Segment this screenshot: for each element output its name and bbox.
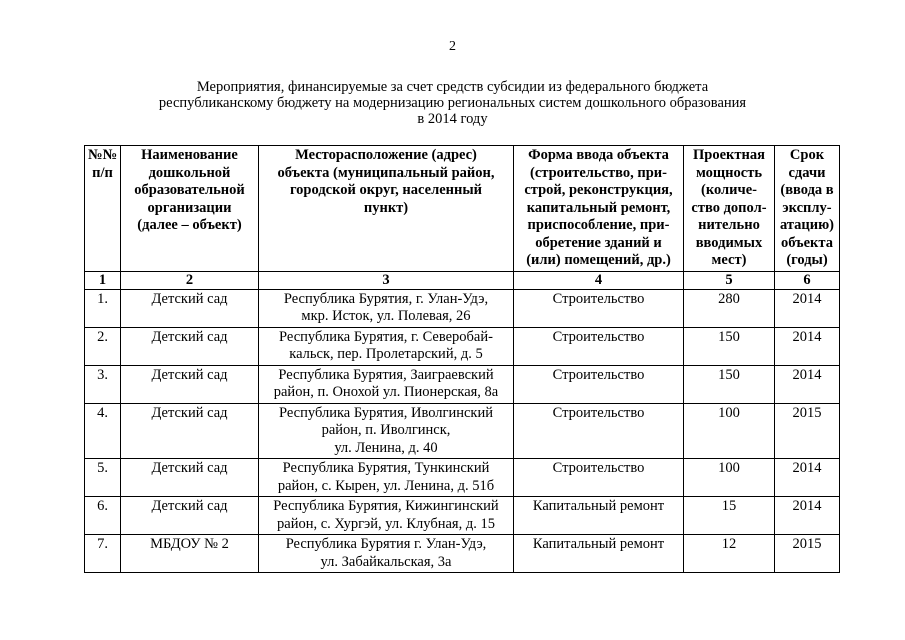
row-number: 1. [85, 289, 121, 327]
row-number: 2. [85, 327, 121, 365]
column-number-row [85, 271, 840, 289]
events-table [84, 145, 840, 573]
address-line: Республика Бурятия, г. Улан-Удэ, [283, 290, 489, 307]
design-capacity: 15 [684, 497, 775, 535]
header-cell-capacity [684, 146, 775, 272]
design-capacity: 150 [684, 327, 775, 365]
commissioning-form: Строительство [514, 403, 684, 459]
address-line: Республика Бурятия, Иволгинский [279, 404, 493, 421]
document-title-line: Мероприятия, финансируемые за счет средств субсидии из федерального бюджета [196, 79, 709, 95]
header-cell-number [85, 146, 121, 272]
design-capacity: 12 [684, 535, 775, 573]
header-line: №№ [88, 147, 118, 163]
header-line: дошкольной [148, 164, 231, 181]
header-line: Срок [789, 147, 825, 163]
completion-year: 2014 [775, 497, 840, 535]
header-line: атацию) [779, 217, 835, 233]
object-name: Детский сад [121, 327, 259, 365]
header-line: Форма ввода объекта [528, 147, 669, 163]
object-name: МБДОУ № 2 [121, 535, 259, 573]
row-number: 5. [85, 459, 121, 497]
header-line: (далее – объект) [137, 217, 242, 233]
header-cell-address [259, 146, 514, 272]
document-title-line: в 2014 году [417, 111, 488, 127]
object-address [259, 289, 514, 327]
completion-year: 2014 [775, 459, 840, 497]
row-number: 7. [85, 535, 121, 573]
commissioning-form: Строительство [514, 365, 684, 403]
header-line: нительно [698, 217, 760, 233]
header-line: вводимых [695, 234, 763, 251]
design-capacity: 100 [684, 459, 775, 497]
address-line: район, п. Онохой ул. Пионерская, 8а [273, 384, 499, 400]
completion-year: 2014 [775, 327, 840, 365]
header-line: капитальный ремонт, [526, 199, 671, 216]
header-line: эксплу- [782, 199, 832, 216]
address-line: район, с. Хургэй, ул. Клубная, д. 15 [277, 515, 495, 532]
header-line: п/п [92, 164, 113, 181]
object-name: Детский сад [121, 365, 259, 403]
header-line: строй, реконструкция, [524, 182, 673, 198]
header-line: сдачи [788, 164, 826, 181]
header-line: организации [147, 199, 232, 216]
commissioning-form: Строительство [514, 327, 684, 365]
header-line: (ввода в [780, 182, 834, 198]
table-row [85, 365, 840, 403]
address-line: ул. Забайкальская, 3а [320, 553, 452, 570]
column-number: 1 [85, 271, 121, 289]
object-address [259, 459, 514, 497]
table-row [85, 535, 840, 573]
object-name: Детский сад [121, 459, 259, 497]
column-number: 5 [684, 271, 775, 289]
object-address [259, 327, 514, 365]
completion-year: 2014 [775, 289, 840, 327]
header-line: объекта [781, 234, 833, 251]
address-line: Республика Бурятия, Тункинский [282, 460, 490, 476]
header-line: Проектная [693, 147, 765, 163]
row-number: 4. [85, 403, 121, 459]
header-line: образовательной [134, 182, 245, 198]
table-row [85, 289, 840, 327]
commissioning-form: Капитальный ремонт [514, 497, 684, 535]
header-line: (строительство, при- [530, 164, 667, 181]
object-name: Детский сад [121, 497, 259, 535]
page-number: 2 [449, 39, 456, 54]
address-line: район, п. Иволгинск, [321, 422, 451, 438]
document-title [80, 79, 825, 127]
address-line: Республика Бурятия г. Улан-Удэ, [285, 536, 487, 552]
table-header-row [85, 146, 840, 272]
address-line: Республика Бурятия, г. Северобай- [279, 328, 493, 345]
header-line: ство допол- [691, 199, 767, 216]
design-capacity: 150 [684, 365, 775, 403]
row-number: 3. [85, 365, 121, 403]
header-line: (количе- [701, 182, 757, 198]
commissioning-form: Строительство [514, 459, 684, 497]
column-number: 6 [775, 271, 840, 289]
address-line: мкр. Исток, ул. Полевая, 26 [301, 308, 471, 324]
object-address [259, 403, 514, 459]
address-line: кальск, пер. Пролетарский, д. 5 [289, 346, 483, 362]
completion-year: 2015 [775, 535, 840, 573]
header-line: объекта (муниципальный район, [277, 164, 495, 181]
object-name: Детский сад [121, 289, 259, 327]
document-title-line: республиканскому бюджету на модернизацию региональных систем дошкольного образования [158, 95, 747, 111]
object-address [259, 535, 514, 573]
object-name: Детский сад [121, 403, 259, 459]
header-cell-form [514, 146, 684, 272]
header-line: пункт) [363, 199, 409, 216]
header-line: (или) помещений, др.) [526, 252, 671, 268]
table-row [85, 497, 840, 535]
header-line: мощность [695, 164, 762, 181]
design-capacity: 280 [684, 289, 775, 327]
header-cell-year [775, 146, 840, 272]
table-body [85, 289, 840, 573]
table-row [85, 459, 840, 497]
address-line: Республика Бурятия, Кижингинский [273, 498, 499, 514]
commissioning-form: Капитальный ремонт [514, 535, 684, 573]
completion-year: 2015 [775, 403, 840, 459]
address-line: Республика Бурятия, Заиграевский [278, 366, 494, 383]
header-cell-name [121, 146, 259, 272]
design-capacity: 100 [684, 403, 775, 459]
header-line: мест) [711, 252, 747, 268]
header-line: Наименование [141, 147, 238, 163]
header-line: обретение зданий и [535, 234, 662, 251]
address-line: район, с. Кырен, ул. Ленина, д. 51б [277, 477, 495, 494]
header-line: приспособление, при- [527, 217, 670, 233]
address-line: ул. Ленина, д. 40 [334, 439, 438, 456]
header-line: Месторасположение (адрес) [295, 147, 477, 163]
header-line: (годы) [786, 252, 828, 268]
row-number: 6. [85, 497, 121, 535]
commissioning-form: Строительство [514, 289, 684, 327]
column-number: 3 [259, 271, 514, 289]
object-address [259, 365, 514, 403]
table-row [85, 403, 840, 459]
table-row [85, 327, 840, 365]
completion-year: 2014 [775, 365, 840, 403]
column-number: 2 [121, 271, 259, 289]
column-number: 4 [514, 271, 684, 289]
header-line: городской округ, населенный [289, 182, 483, 198]
object-address [259, 497, 514, 535]
